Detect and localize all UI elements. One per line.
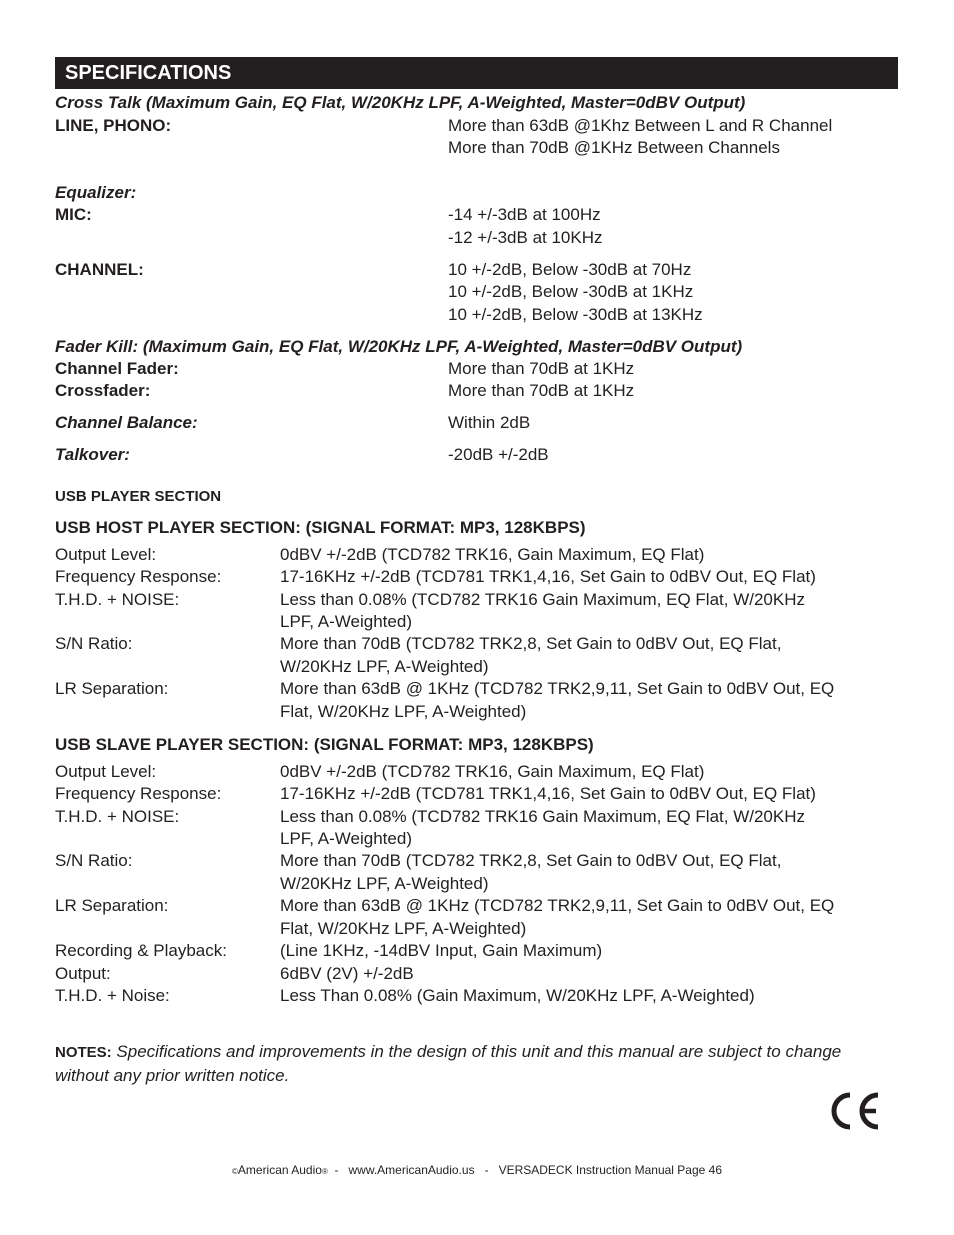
equalizer-mic-value-1: -14 +/-3dB at 100Hz	[448, 205, 601, 224]
usb-slave-label-frequency-response: Frequency Response:	[55, 784, 222, 803]
usb-host-value-lr-separation-2: Flat, W/20KHz LPF, A-Weighted)	[280, 702, 527, 721]
usb-slave-value-thd-noise-2: LPF, A-Weighted)	[280, 829, 412, 848]
equalizer-channel-label: CHANNEL:	[55, 260, 144, 279]
usb-slave-label-thd-noise-recording: T.H.D. + Noise:	[55, 986, 170, 1005]
usb-host-value-sn-ratio-1: More than 70dB (TCD782 TRK2,8, Set Gain to 0dBV Out, EQ Flat,	[280, 634, 782, 653]
fader-kill-heading: Fader Kill: (Maximum Gain, EQ Flat, W/20KHz LPF, A-Weighted, Master=0dBV Output)	[55, 337, 743, 356]
footer-registered: ®	[321, 1167, 328, 1176]
usb-host-label-lr-separation: LR Separation:	[55, 679, 169, 698]
crossfader-value: More than 70dB at 1KHz	[448, 381, 635, 400]
usb-host-value-thd-noise-2: LPF, A-Weighted)	[280, 612, 412, 631]
usb-host-label-frequency-response: Frequency Response:	[55, 567, 222, 586]
usb-slave-value-output-level: 0dBV +/-2dB (TCD782 TRK16, Gain Maximum, EQ Flat)	[280, 762, 705, 781]
usb-slave-label-output-level: Output Level:	[55, 762, 157, 781]
usb-host-value-output-level: 0dBV +/-2dB (TCD782 TRK16, Gain Maximum, EQ Flat)	[280, 545, 705, 564]
channel-fader-label: Channel Fader:	[55, 359, 179, 378]
crosstalk-label: LINE, PHONO:	[55, 116, 172, 135]
usb-slave-label-lr-separation: LR Separation:	[55, 896, 169, 915]
notes	[55, 1040, 898, 1087]
notes-text: Specifications and improvements in the design of this unit and this manual are subject to change without any prior written notice.	[55, 1042, 842, 1085]
usb-host-value-thd-noise-1: Less than 0.08% (TCD782 TRK16 Gain Maximum, EQ Flat, W/20KHz	[280, 590, 805, 609]
crosstalk-heading: Cross Talk (Maximum Gain, EQ Flat, W/20KHz LPF, A-Weighted, Master=0dBV Output)	[55, 93, 746, 112]
usb-slave-value-recording-playback: (Line 1KHz, -14dBV Input, Gain Maximum)	[280, 941, 603, 960]
crosstalk-value-1: More than 63dB @1Khz Between L and R Channel	[448, 116, 833, 135]
usb-slave-label-thd-noise: T.H.D. + NOISE:	[55, 807, 180, 826]
footer-copyright: ©	[231, 1167, 238, 1176]
usb-slave-heading: USB SLAVE PLAYER SECTION: (SIGNAL FORMAT: MP3, 128KBPS)	[55, 735, 594, 754]
footer-brand: American Audio	[237, 1163, 322, 1177]
equalizer-heading: Equalizer:	[55, 183, 137, 202]
talkover-value: -20dB +/-2dB	[448, 445, 549, 464]
ce-mark-icon	[828, 1091, 882, 1131]
crosstalk-value-2: More than 70dB @1KHz Between Channels	[448, 138, 780, 157]
channel-fader-value: More than 70dB at 1KHz	[448, 359, 635, 378]
channel-balance-label: Channel Balance:	[55, 413, 198, 432]
equalizer-channel-value-2: 10 +/-2dB, Below -30dB at 1KHz	[448, 282, 694, 301]
usb-host-label-output-level: Output Level:	[55, 545, 157, 564]
usb-slave-label-output: Output:	[55, 964, 111, 983]
equalizer-mic-value-2: -12 +/-3dB at 10KHz	[448, 228, 603, 247]
equalizer-channel-value-3: 10 +/-2dB, Below -30dB at 13KHz	[448, 305, 703, 324]
talkover-label: Talkover:	[55, 445, 130, 464]
equalizer-mic-label: MIC:	[55, 205, 92, 224]
usb-slave-value-thd-noise-1: Less than 0.08% (TCD782 TRK16 Gain Maximum, EQ Flat, W/20KHz	[280, 807, 805, 826]
crossfader-label: Crossfader:	[55, 381, 151, 400]
usb-slave-value-frequency-response: 17-16KHz +/-2dB (TCD781 TRK1,4,16, Set Gain to 0dBV Out, EQ Flat)	[280, 784, 816, 803]
page-footer	[0, 1162, 954, 1180]
usb-slave-value-lr-separation-2: Flat, W/20KHz LPF, A-Weighted)	[280, 919, 527, 938]
usb-host-value-frequency-response: 17-16KHz +/-2dB (TCD781 TRK1,4,16, Set Gain to 0dBV Out, EQ Flat)	[280, 567, 816, 586]
section-header: SPECIFICATIONS	[55, 57, 898, 89]
usb-slave-value-lr-separation-1: More than 63dB @ 1KHz (TCD782 TRK2,9,11, Set Gain to 0dBV Out, EQ	[280, 896, 835, 915]
usb-host-label-sn-ratio: S/N Ratio:	[55, 634, 133, 653]
usb-slave-label-recording-playback: Recording & Playback:	[55, 941, 227, 960]
equalizer-channel-value-1: 10 +/-2dB, Below -30dB at 70Hz	[448, 260, 692, 279]
usb-section-title: USB PLAYER SECTION	[55, 488, 222, 505]
usb-slave-label-sn-ratio: S/N Ratio:	[55, 851, 133, 870]
usb-host-value-sn-ratio-2: W/20KHz LPF, A-Weighted)	[280, 657, 489, 676]
usb-slave-value-thd-noise-recording: Less Than 0.08% (Gain Maximum, W/20KHz LPF, A-Weighted)	[280, 986, 755, 1005]
footer-rest: - www.AmericanAudio.us - VERSADECK Instruction Manual Page 46	[327, 1163, 723, 1177]
usb-host-value-lr-separation-1: More than 63dB @ 1KHz (TCD782 TRK2,9,11, Set Gain to 0dBV Out, EQ	[280, 679, 835, 698]
notes-label: NOTES:	[55, 1044, 112, 1061]
channel-balance-value: Within 2dB	[448, 413, 531, 432]
usb-slave-value-sn-ratio-1: More than 70dB (TCD782 TRK2,8, Set Gain to 0dBV Out, EQ Flat,	[280, 851, 782, 870]
usb-slave-value-sn-ratio-2: W/20KHz LPF, A-Weighted)	[280, 874, 489, 893]
usb-slave-value-output: 6dBV (2V) +/-2dB	[280, 964, 414, 983]
usb-host-label-thd-noise: T.H.D. + NOISE:	[55, 590, 180, 609]
usb-host-heading: USB HOST PLAYER SECTION: (SIGNAL FORMAT: MP3, 128KBPS)	[55, 518, 586, 537]
